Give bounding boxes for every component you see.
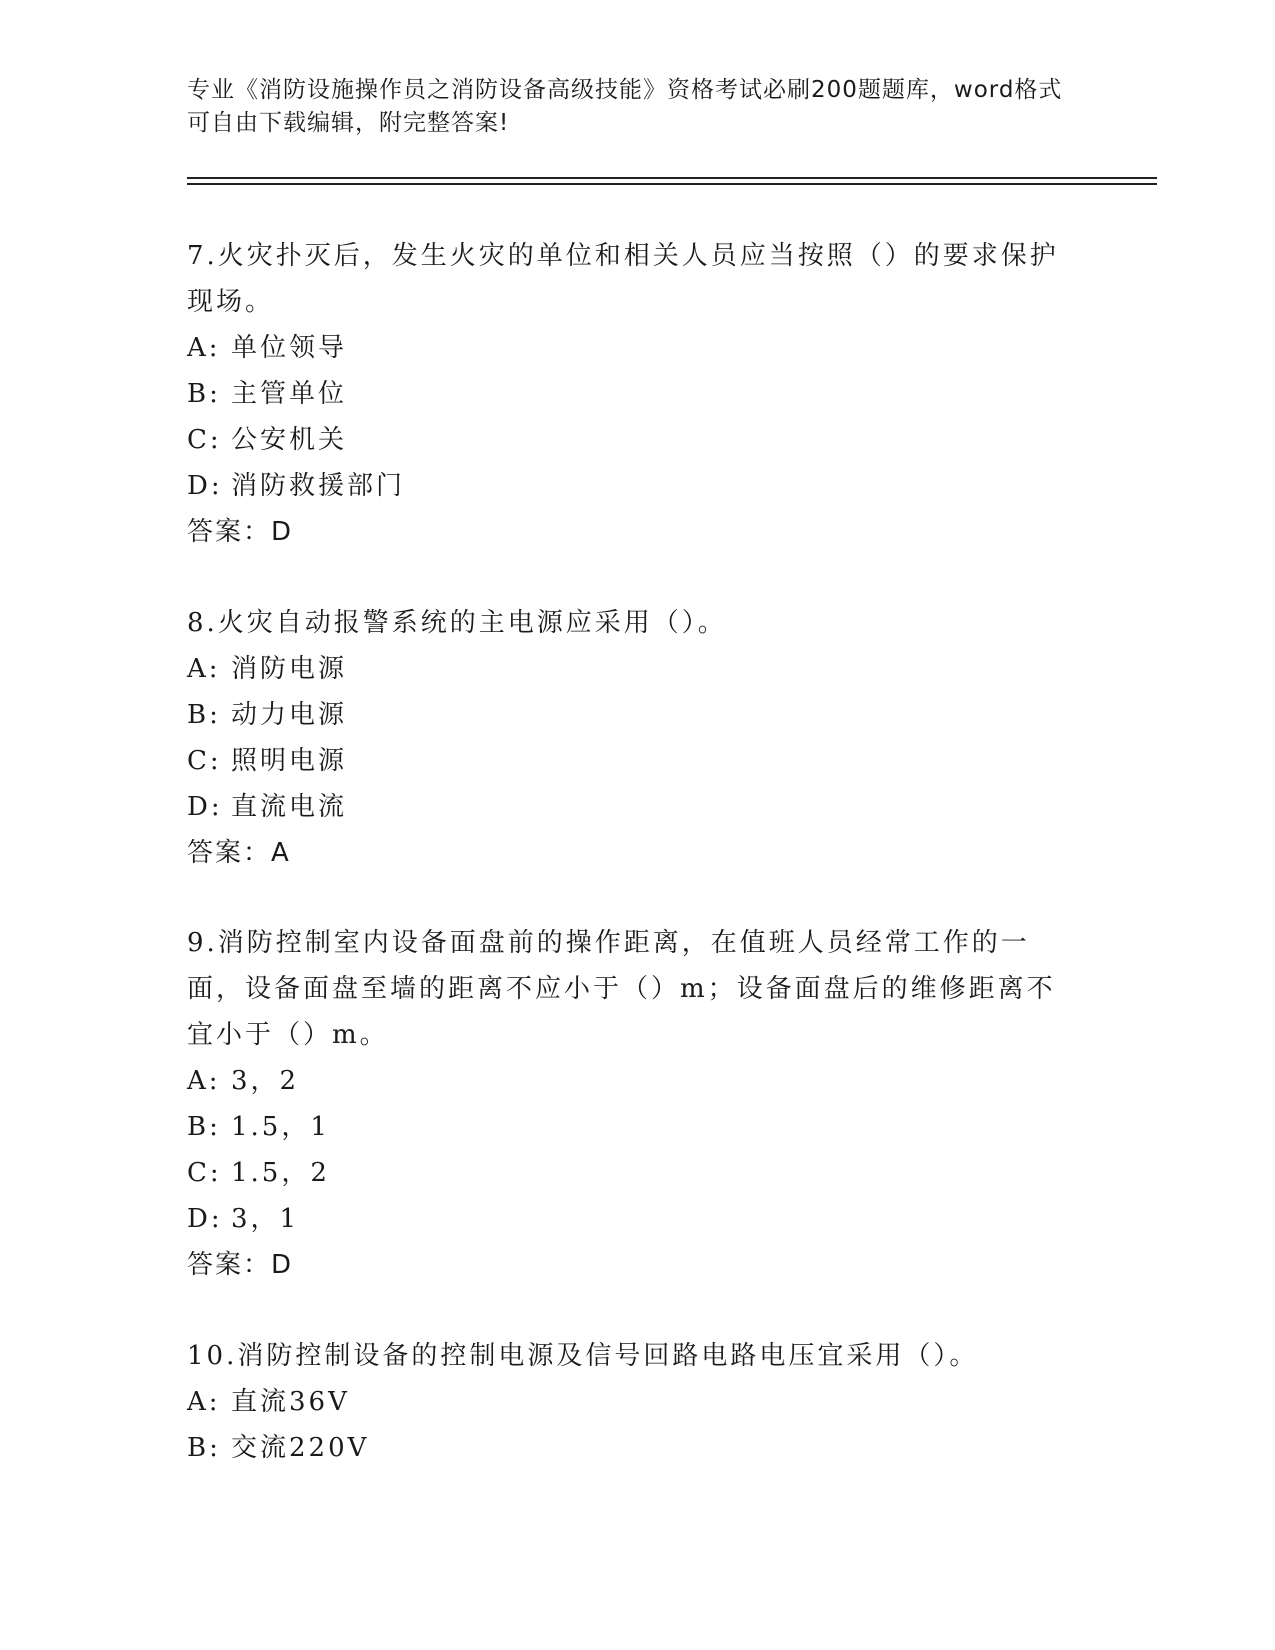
option-text: 交流220V <box>231 1433 370 1463</box>
question-block <box>187 233 1067 555</box>
option-text: 消防电源 <box>231 654 348 684</box>
question-stem: 8.火灾自动报警系统的主电源应采用（）。 <box>187 608 727 638</box>
question-stem: 10.消防控制设备的控制电源及信号回路电路电压宜采用（）。 <box>187 1341 979 1371</box>
option-letter: D: <box>187 1204 223 1234</box>
option-b <box>187 692 1067 738</box>
option-text: 直流电流 <box>231 792 348 822</box>
option-letter: A: <box>187 1387 221 1417</box>
option-c <box>187 738 1067 784</box>
option-letter: A: <box>187 333 221 363</box>
option-d <box>187 784 1067 830</box>
answer-line: 答案：A <box>187 838 291 868</box>
option-text: 单位领导 <box>231 333 348 363</box>
document-header: 专业《消防设施操作员之消防设备高级技能》资格考试必刷200题题库，word格式可自由下载编辑，附完整答案! <box>187 77 1063 136</box>
question-block <box>187 920 1067 1288</box>
option-letter: D: <box>187 792 223 822</box>
header-divider-bottom <box>187 183 1157 185</box>
option-text: 3，1 <box>231 1204 300 1234</box>
option-b <box>187 1425 1067 1471</box>
option-letter: B: <box>187 1433 221 1463</box>
option-text: 动力电源 <box>231 700 348 730</box>
option-text: 公安机关 <box>231 425 348 455</box>
option-a <box>187 646 1067 692</box>
option-b <box>187 1104 1067 1150</box>
option-letter: D: <box>187 471 223 501</box>
option-a <box>187 1379 1067 1425</box>
option-a <box>187 1058 1067 1104</box>
option-d <box>187 1196 1067 1242</box>
option-text: 消防救援部门 <box>231 471 406 501</box>
option-letter: C: <box>187 1158 222 1188</box>
option-letter: B: <box>187 1112 221 1142</box>
option-text: 1.5，1 <box>231 1112 330 1142</box>
option-letter: A: <box>187 1066 221 1096</box>
option-text: 主管单位 <box>231 379 348 409</box>
option-b <box>187 371 1067 417</box>
option-letter: C: <box>187 425 222 455</box>
option-a <box>187 325 1067 371</box>
option-text: 照明电源 <box>231 746 348 776</box>
option-letter: C: <box>187 746 222 776</box>
option-letter: A: <box>187 654 221 684</box>
option-text: 直流36V <box>231 1387 350 1417</box>
answer-line: 答案：D <box>187 517 294 547</box>
question-block <box>187 1333 1067 1471</box>
question-block <box>187 600 1067 876</box>
option-letter: B: <box>187 379 221 409</box>
question-stem: 9.消防控制室内设备面盘前的操作距离，在值班人员经常工作的一面，设备面盘至墙的距离不应小于（）m；设备面盘后的维修距离不宜小于（）m。 <box>187 928 1056 1050</box>
option-text: 3，2 <box>231 1066 300 1096</box>
option-c <box>187 1150 1067 1196</box>
option-c <box>187 417 1067 463</box>
option-text: 1.5，2 <box>231 1158 330 1188</box>
question-stem: 7.火灾扑灭后，发生火灾的单位和相关人员应当按照（）的要求保护现场。 <box>187 241 1059 317</box>
option-d <box>187 463 1067 509</box>
answer-line: 答案：D <box>187 1250 294 1280</box>
option-letter: B: <box>187 700 221 730</box>
header-divider-top <box>187 177 1157 179</box>
